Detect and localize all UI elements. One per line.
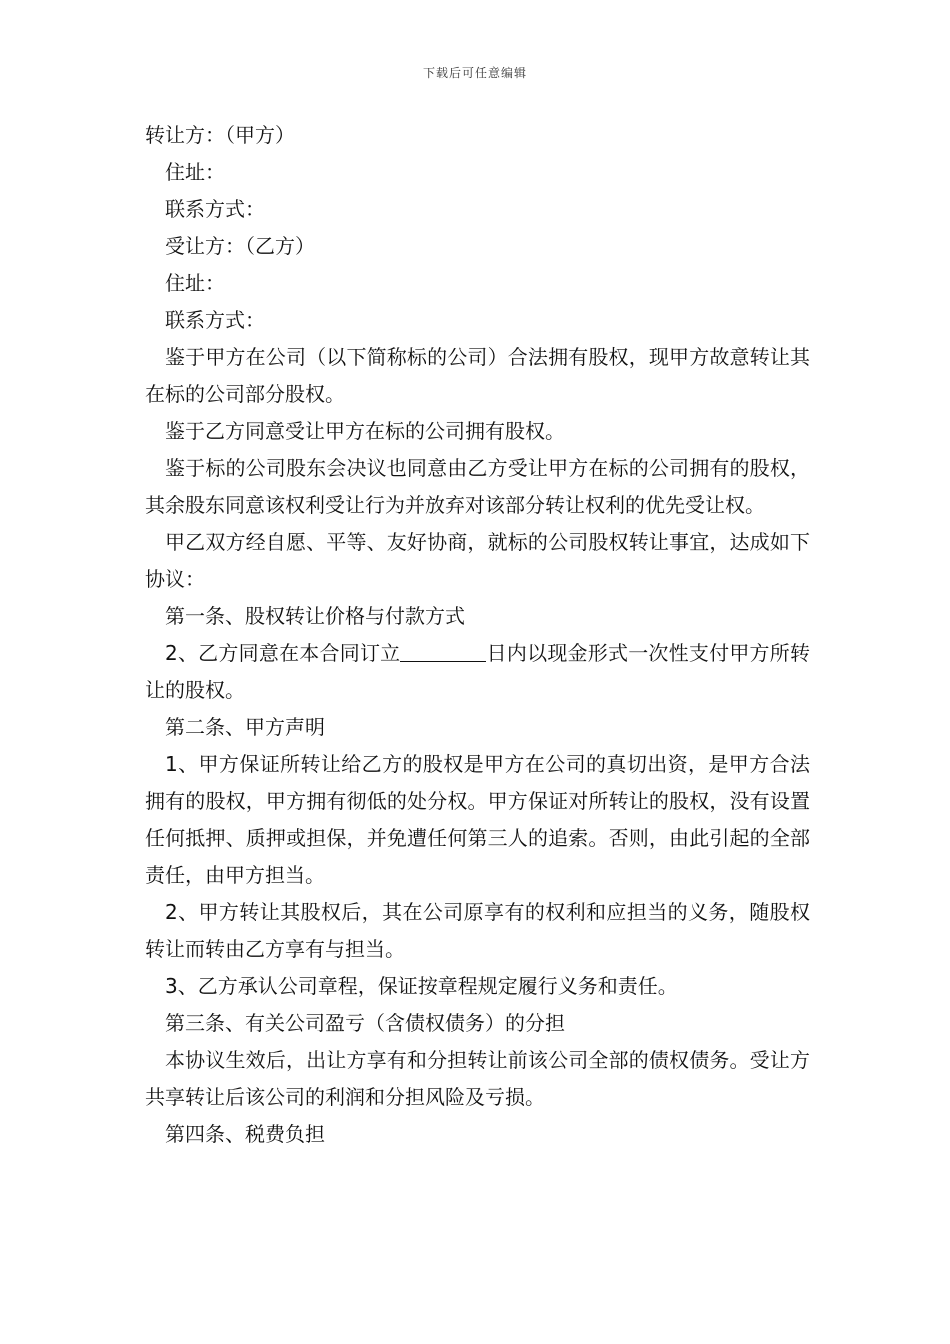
article-1-item-2-before: 2、乙方同意在本合同订立	[165, 641, 401, 665]
article-1-title: 第一条、股权转让价格与付款方式	[165, 604, 465, 628]
transferee-contact: 联系方式：	[165, 308, 265, 332]
article-2-item-3: 3、乙方承认公司章程，保证按章程规定履行义务和责任。	[165, 974, 678, 998]
article-3-body: 本协议生效后，出让方享有和分担转让前该公司全部的债权债务。受让方共享转让后该公司的利润和分担风险及亏损。	[145, 1048, 810, 1109]
article-3-title: 第三条、有关公司盈亏（含债权债务）的分担	[165, 1011, 565, 1035]
article-2-item-1: 1、甲方保证所转让给乙方的股权是甲方在公司的真切出资，是甲方合法拥有的股权，甲方拥有彻低的处分权。甲方保证对所转让的股权，没有设置任何抵押、质押或担保，并免遭任何第三人的追索。否则，由此引起的全部责任，由甲方担当。	[145, 752, 810, 887]
recital-1: 鉴于甲方在公司（以下简称标的公司）合法拥有股权，现甲方故意转让其在标的公司部分股权。	[145, 345, 810, 406]
transferor-address: 住址：	[165, 160, 225, 184]
transferee-line: 受让方：（乙方）	[165, 234, 315, 258]
recital-4: 甲乙双方经自愿、平等、友好协商，就标的公司股权转让事宜，达成如下协议：	[145, 530, 810, 591]
article-1-item-2-after: 日内以现金形式一次性支付甲方所转让的股权。	[145, 641, 811, 702]
transferor-contact: 联系方式：	[165, 197, 265, 221]
article-2-item-2: 2、甲方转让其股权后，其在公司原享有的权利和应担当的义务，随股权转让而转由乙方享有与担当。	[145, 900, 810, 961]
document-body	[145, 117, 810, 1153]
transferee-address: 住址：	[165, 271, 225, 295]
page-header-note: 下载后可任意编辑	[422, 66, 527, 80]
transferor-line: 转让方：（甲方）	[145, 123, 295, 147]
recital-2: 鉴于乙方同意受让甲方在标的公司拥有股权。	[165, 419, 565, 443]
article-1-item-2	[145, 635, 810, 709]
article-4-title: 第四条、税费负担	[165, 1122, 325, 1146]
recital-3: 鉴于标的公司股东会决议也同意由乙方受让甲方在标的公司拥有的股权，其余股东同意该权利受让行为并放弃对该部分转让权利的优先受让权。	[145, 456, 810, 517]
days-blank-field	[400, 639, 486, 662]
article-2-title: 第二条、甲方声明	[165, 715, 325, 739]
